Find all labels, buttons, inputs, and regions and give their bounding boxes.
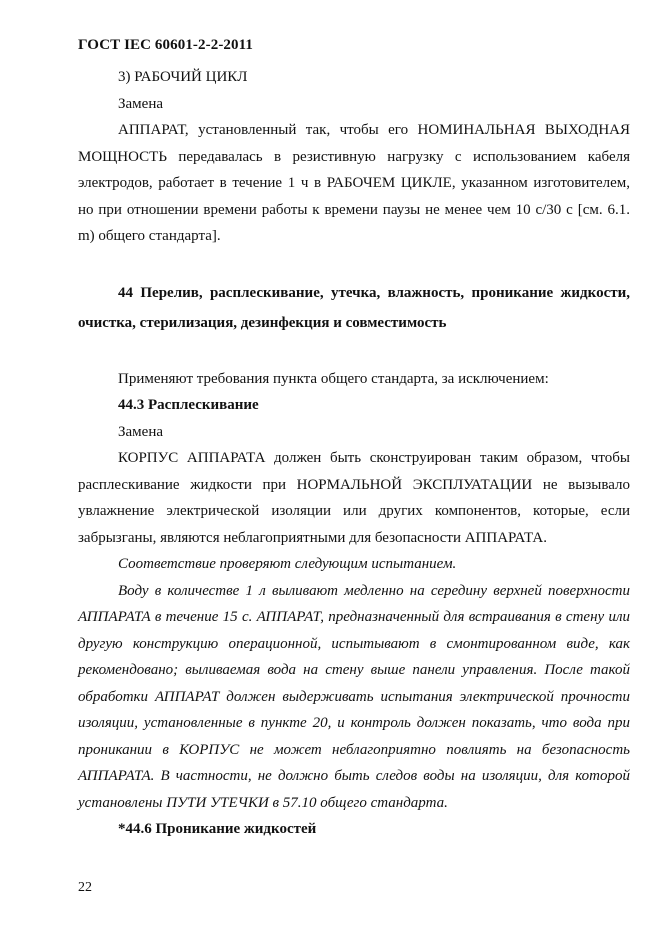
- section-44-6-title: *44.6 Проникание жидкостей: [118, 821, 317, 837]
- section-3-paragraph: АППАРАТ, установленный так, чтобы его НОМИНАЛЬНАЯ ВЫХОДНАЯ МОЩНОСТЬ передавалась в резистивную нагрузку с использованием кабеля электродов, работает в течение 1 ч в РАБОЧЕМ ЦИКЛЕ, указанном изготовителем, но при отношении времени работы к времени паузы не менее чем 10 с/30 с [см. 6.1. m) общего стандарта].: [78, 122, 630, 244]
- section-3-title: 3) РАБОЧИЙ ЦИКЛ: [118, 69, 248, 85]
- section-44-3-title: 44.3 Расплескивание: [118, 397, 259, 413]
- standard-id-header: ГОСТ IEC 60601-2-2-2011: [78, 37, 253, 53]
- section-44-3-test-text: Воду в количестве 1 л выливают медленно на середину верхней поверхности АППАРАТА в течение 15 с. АППАРАТ, предназначенный для встраивания в стену или другую конструкцию операционной, испытывают в смонтированном виде, как рекомендовано; выливаемая вода на стену выше панели управления. После такой обработки АППАРАТ должен выдерживать испытания электрической прочности изоляции, установленные в пункте 20, и контроль должен показать, что вода при проникании в КОРПУС не может неблагоприятно повлиять на безопасность АППАРАТА. В частности, не должно быть следов воды на изоляции, для которой установлены ПУТИ УТЕЧКИ в 57.10 общего стандарта.: [78, 582, 630, 811]
- section-44-intro: Применяют требования пункта общего стандарта, за исключением:: [118, 370, 549, 387]
- spacer: [78, 250, 630, 278]
- spacer: [78, 338, 630, 366]
- section-44-3-compliance: Соответствие проверяют следующим испытанием.: [118, 556, 457, 572]
- page-content: [78, 64, 630, 843]
- section-3-replace-label: Замена: [118, 95, 164, 112]
- section-44-3-paragraph: КОРПУС АППАРАТА должен быть сконструирован таким образом, чтобы расплескивание жидкости при НОРМАЛЬНОЙ ЭКСПЛУАТАЦИИ не вызывало увлажнение электрической изоляции или других компонентов, которые, если забрызганы, являются неблагоприятными для безопасности АППАРАТА.: [78, 450, 630, 546]
- section-44-heading: 44 Перелив, расплескивание, утечка, влажность, проникание жидкости, очистка, стерилизация, дезинфекция и совместимость: [78, 284, 630, 331]
- section-44-3-replace-label: Замена: [118, 423, 164, 440]
- page-number: 22: [78, 880, 92, 895]
